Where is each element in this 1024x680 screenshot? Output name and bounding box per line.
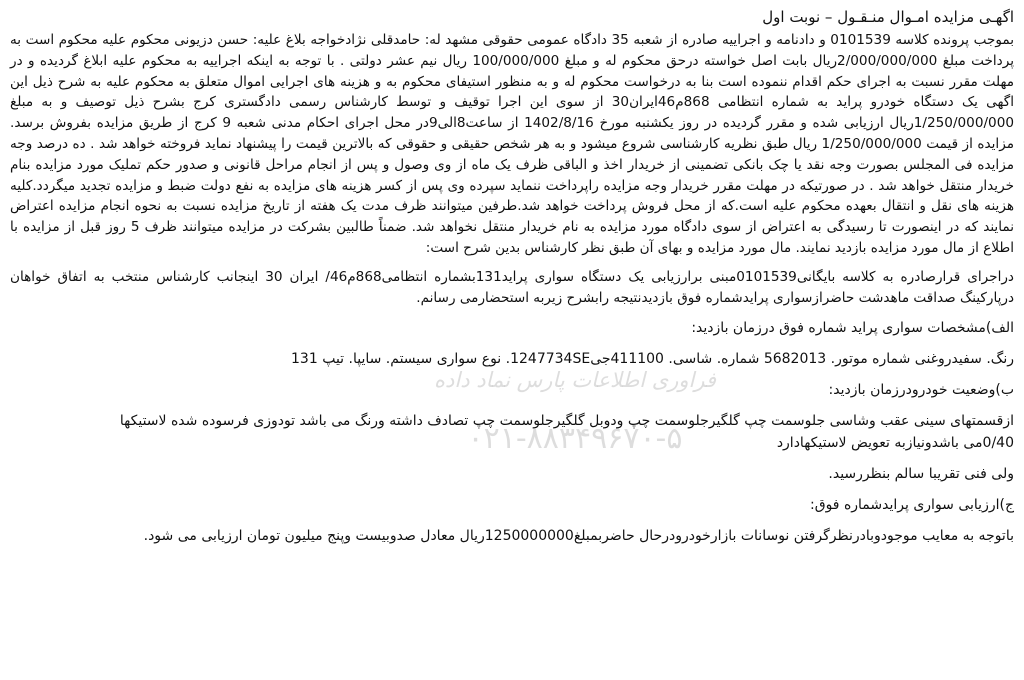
section-b-line: ولی فنی تقریبا سالم بنظررسید. bbox=[828, 466, 1014, 483]
notice-title: اگهـی مزایده امـوال منـقـول – نوبت اول bbox=[762, 8, 1014, 26]
auction-notice bbox=[10, 6, 1014, 547]
section-c-heading: ج)ارزیابی سواری پرایدشماره فوق: bbox=[809, 497, 1014, 514]
section-c-text: باتوجه به معایب موجودوبادرنظرگرفتن نوسانات بازارخودرودرحال حاضربمبلغ1250000000ریال معادل صدوبیست وپنج میلیون تومان ارزیابی می شود. bbox=[143, 528, 1014, 545]
expert-intro-paragraph: دراجرای قرارصادره به کلاسه بایگانی0101539مبنی برارزیابی یک دستگاه سواری پراید131بشماره انتظامی868م46/ ایران 30 اینجانب کارشناس منتخب به اتفاق خواهان درپارکینگ صداقت ماهدشت حاضرازسواری پرایدشماره فوق بازدیدنتیجه رابشرح زیربه استحضارمی رسانم. bbox=[10, 268, 1014, 306]
section-b-line: 0/40می باشدونیازبه تعویض لاستیکهادارد bbox=[776, 435, 1014, 452]
watermark-phone: ۰۲۱-۸۸۳۴۹۶۷۰-۵ bbox=[467, 421, 683, 456]
section-a-heading: الف)مشخصات سواری پراید شماره فوق درزمان بازدید: bbox=[691, 320, 1014, 337]
notice-body-paragraph: بموجب پرونده کلاسه 0101539 و دادنامه و اجراییه صادره از شعبه 35 دادگاه عمومی حقوقی مشهد له: حامدقلی نژادخواجه بلاغ علیه: حسن دزیونی محکوم علیه محکوم است به پرداخت مبلغ 2/000/000/000ریال بابت اصل خواسته درحق محکوم له و مبلغ 100/000/000 ریال نیم عشر دولتی . با توجه به اینکه اجراییه به محکوم علیه ابلاغ گردیده و در مهلت مقرر نسبت به اجرای حکم اقدام ننموده است بنا به درخواست محکوم له و به منظور استیفای محکوم به و هزینه های اجرایی اموال متعلق به محکوم علیه به شرح ذیل این اگهی یک دستگاه خودرو پراید به شماره انتظامی 868م46ایران30 از سوی این اجرا توقیف و توسط کارشناس رسمی دادگستری کرج بشرح ذیل توصیف و به مبلغ 1/250/000/000ریال ارزیابی شده و مقرر گردیده در روز یکشنبه مورخ 1402/8/16 از ساعت8الی9در محل اجرای احکام مدنی شعبه 9 کرج از طریق مزایده بفروش برسد. مزایده از قیمت 1/250/000/000 ریال طبق نظریه کارشناسی شروع میشود و به هر شخص حقیقی و حقوقی که بالاترین قیمت را پیشنهاد نماید فروخته خواهد شد . ده درصد وجه مزایده فی المجلس بصورت وجه نقد یا چک بانکی تضمینی از خریدار اخذ و الباقی ظرف یک ماه از وی وصول و پس از انجام مراحل قانونی و صدور حکم تملیک مورد مزایده بنام خریدار منتقل خواهد شد . در صورتیکه در مهلت مقرر خریدار وجه مزایده راپرداخت ننماید سپرده وی پس از کسر هزینه های مزایده به نفع دولت ضبط و مزایده تجدید میگردد.کلیه هزینه های نقل و انتقال بعهده محکوم علیه است.که از محل فروش پرداخت خواهد شد.طرفین میتوانند ظرف مدت یک هفته از تاریخ مزایده نسبت به نحوه انجام مزایده اعتراض نمایند که در اینصورت تا رسیدگی به اعتراض از سوی دادگاه مورد مزایده به نام خریدار منتقل نخواهد شد. ضمناً طالبین بشرکت در مزایده میتوانند ظرف 5 روز قبل از مزایده با اطلاع از مال مورد مزایده بازدید نمایند. مال مورد مزایده و بهای آن طبق نظر کارشناس بدین شرح است: bbox=[10, 32, 1015, 256]
watermark-company-name: فراوری اطلاعات پارس نماد داده bbox=[434, 368, 716, 392]
section-b-line: ازقسمتهای سینی عقب وشاسی جلوسمت چپ گلگیرجلوسمت چپ ودوبل گلگیرجلوسمت چپ تصادف داشته ورنگ می باشد تودوزی فرسوده شده لاستیکها bbox=[119, 413, 1014, 430]
section-b-heading: ب)وضعیت خودرودرزمان بازدید: bbox=[828, 382, 1014, 399]
section-a-details: رنگ. سفیدروغنی شماره موتور. 5682013 شماره. شاسی. 411100جی1247734SE. نوع سواری سیستم. سایپا. تیپ 131 bbox=[291, 351, 1014, 368]
